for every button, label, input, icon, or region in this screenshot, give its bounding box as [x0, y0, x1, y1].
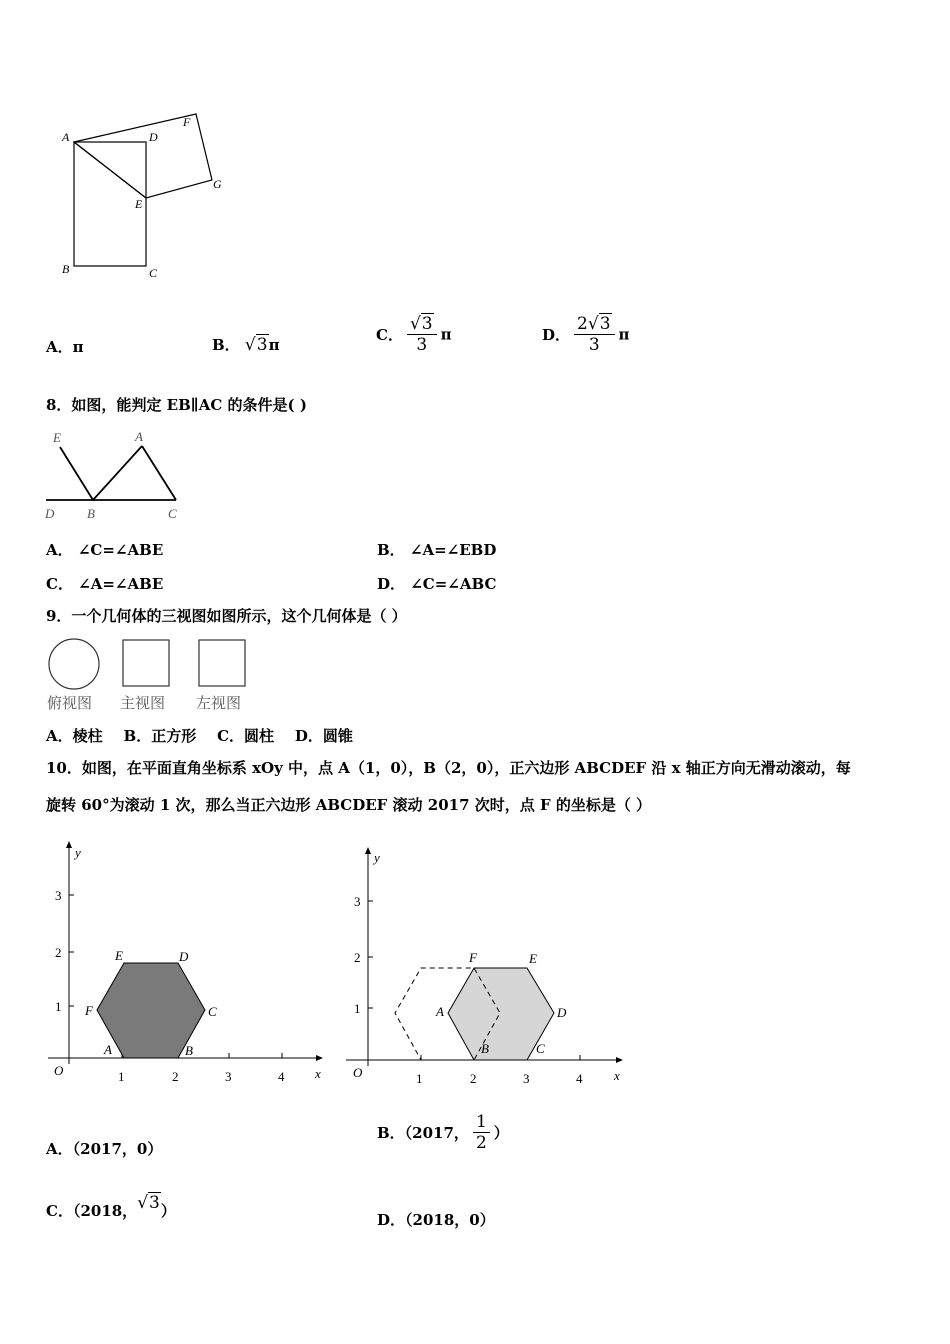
point-label-d: D: [179, 949, 189, 964]
point-label-a: A: [104, 1042, 112, 1057]
segment-eb: [60, 447, 93, 500]
label-f: F: [183, 115, 191, 129]
label-b: B: [62, 262, 70, 276]
q8-stem: 8．如图，能判定 EB∥AC 的条件是( ): [46, 396, 307, 414]
front-view-caption: 主视图: [120, 694, 166, 712]
segment-ba: [93, 446, 142, 500]
label-g: G: [213, 177, 222, 191]
point-label-c: C: [536, 1041, 545, 1056]
x-tick-label: 3: [225, 1069, 232, 1084]
q7-option-b[interactable]: B． √3π: [212, 335, 280, 355]
x-axis-label: x: [614, 1068, 620, 1083]
q7-option-a[interactable]: A．π: [46, 338, 84, 356]
label-a: A: [62, 130, 70, 144]
q7-option-c[interactable]: C． $\frac{√3}{3}$ π: [376, 314, 452, 355]
side-view-caption: 左视图: [196, 694, 242, 712]
y-axis-label: y: [374, 850, 380, 865]
q8-option-b[interactable]: B． ∠A=∠EBD: [377, 541, 497, 559]
point-label-e: E: [529, 951, 537, 966]
y-tick-label: 3: [354, 894, 361, 909]
label-c: C: [168, 506, 177, 521]
top-view-circle: [49, 639, 99, 689]
y-tick-label: 2: [354, 950, 361, 965]
q7-option-d[interactable]: D． $\frac{2√3}{3}$ π: [542, 314, 630, 355]
label-d: D: [45, 506, 55, 521]
y-tick-label: 1: [354, 1001, 361, 1016]
y-tick-label: 3: [55, 888, 62, 903]
y-tick-label: 2: [55, 945, 62, 960]
q8-option-d[interactable]: D． ∠C=∠ABC: [377, 575, 497, 593]
point-label-a: A: [436, 1004, 444, 1019]
q10-option-d[interactable]: D．（2018，0）: [377, 1211, 495, 1229]
graph-right: [340, 840, 630, 1086]
x-tick-label: 4: [576, 1071, 583, 1086]
x-tick-label: 1: [118, 1069, 125, 1084]
point-label-d: D: [557, 1005, 567, 1020]
y-axis-label: y: [75, 845, 81, 860]
figure-q7: [55, 108, 235, 283]
origin-label: O: [353, 1065, 363, 1080]
point-label-f: F: [85, 1003, 93, 1018]
q10-stem-line2: 旋转 60°为滚动 1 次，那么当正六边形 ABCDEF 滚动 2017 次时，点 F 的坐标是（ ）: [46, 796, 652, 814]
label-a: A: [135, 429, 143, 444]
label-d: D: [149, 130, 158, 144]
label-b: B: [87, 506, 95, 521]
q9-options[interactable]: A．棱柱 B．正方形 C．圆柱 D．圆锥: [46, 727, 353, 745]
point-label-f: F: [469, 950, 477, 965]
label-e: E: [53, 430, 61, 445]
q8-option-a[interactable]: A． ∠C=∠ABE: [46, 541, 164, 559]
label-e: E: [135, 197, 143, 211]
point-label-b: B: [481, 1041, 489, 1056]
front-view-square: [123, 640, 169, 686]
figure-q8: [42, 428, 192, 524]
x-tick-label: 3: [523, 1071, 530, 1086]
q10-option-c[interactable]: C．（2018，√3）: [46, 1193, 176, 1220]
top-view-caption: 俯视图: [47, 694, 93, 712]
x-tick-label: 1: [416, 1071, 423, 1086]
q10-option-a[interactable]: A．（2017，0）: [46, 1140, 163, 1158]
x-axis-label: x: [315, 1066, 321, 1081]
point-label-b: B: [185, 1043, 193, 1058]
side-view-square: [199, 640, 245, 686]
segment-ac: [142, 446, 176, 500]
x-tick-label: 2: [172, 1069, 179, 1084]
origin-label: O: [54, 1063, 64, 1078]
q10-option-b[interactable]: B．（2017， $\frac{1}{2}$ ）: [377, 1112, 509, 1153]
point-label-c: C: [208, 1004, 217, 1019]
q8-option-c[interactable]: C． ∠A=∠ABE: [46, 575, 164, 593]
x-tick-label: 4: [278, 1069, 285, 1084]
label-c: C: [149, 266, 158, 280]
q10-stem-line1: 10．如图，在平面直角坐标系 xOy 中，点 A（1，0），B（2，0），正六边形 ABCDEF 沿 x 轴正方向无滑动滚动，每: [46, 759, 851, 777]
q9-stem: 9．一个几何体的三视图如图所示，这个几何体是（ ）: [46, 607, 407, 625]
x-tick-label: 2: [470, 1071, 477, 1086]
point-label-e: E: [115, 948, 123, 963]
y-tick-label: 1: [55, 999, 62, 1014]
graph-left: [40, 836, 340, 1086]
square-aefg: [74, 114, 212, 198]
